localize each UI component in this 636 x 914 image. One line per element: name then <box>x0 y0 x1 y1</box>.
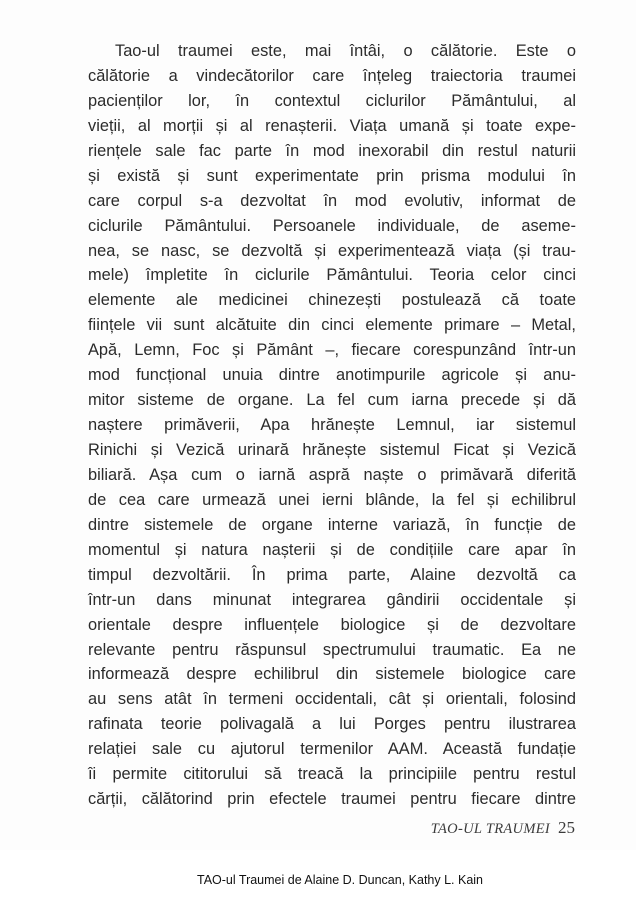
text-line: Rinichi și Vezică urinară hrănește sistemul Ficat și Vezică <box>88 441 576 459</box>
text-line: relevante pentru răspunsul spectrumului traumatic. Ea ne <box>88 640 576 659</box>
text-line: mod funcțional unuia dintre anotimpurile agricole și anu- <box>88 366 576 385</box>
page-number: 25 <box>558 818 575 837</box>
text-line: îi permite cititorului să treacă la principiile pentru restul <box>88 765 576 784</box>
text-line: rafinata teorie polivagală a lui Porges pentru ilustrarea <box>88 715 576 734</box>
text-line: ființele vii sunt alcătuite din cinci elemente primare – Metal, <box>88 316 576 335</box>
text-line: mele) împletite în ciclurile Pământului. Teoria celor cinci <box>88 266 576 285</box>
text-line: Apă, Lemn, Foc și Pământ –, fiecare corespunzând într-un <box>88 341 576 360</box>
text-line: dintre sistemele de organe interne variază, în funcție de <box>88 515 576 534</box>
text-line: orientale despre influențele biologice și de dezvoltare <box>88 615 576 634</box>
text-line: naștere primăverii, Apa hrănește Lemnul, iar sistemul <box>88 416 576 435</box>
body-paragraph <box>88 39 576 812</box>
text-line: vieții, al morții și al renașterii. Viața umană și toate expe- <box>88 116 576 135</box>
running-footer <box>431 818 575 838</box>
text-line: biliară. Așa cum o iarnă aspră naște o primăvară diferită <box>88 465 576 484</box>
text-line: momentul și natura nașterii și de condițiile care apar în <box>88 540 576 559</box>
text-line: au sens atât în termeni occidentali, cât și orientali, folosind <box>88 690 576 709</box>
text-line: de cea care urmează unei ierni blânde, la fel și echilibrul <box>88 490 576 509</box>
text-line: cărții, călătorind prin efectele traumei pentru fiecare dintre <box>88 790 576 809</box>
text-line: relației sale cu ajutorul termenilor AAM. Această fundație <box>88 740 576 759</box>
book-caption: TAO-ul Traumei de Alaine D. Duncan, Kathy L. Kain <box>196 873 484 887</box>
text-line: într-un dans minunat integrarea gândirii occidentale și <box>88 590 576 609</box>
text-line: și există și sunt experimentate prin prisma modului în <box>88 166 576 185</box>
text-line: călătorie a vindecătorilor care înțeleg traiectoria traumei <box>88 66 576 85</box>
text-line: mitor sisteme de organe. La fel cum iarna precede și dă <box>88 391 576 410</box>
text-line: nea, se nasc, se dezvoltă și experimentează viața (și trau- <box>88 241 576 260</box>
text-line: informează despre echilibrul din sistemele biologice care <box>88 665 576 684</box>
text-line: ciclurile Pământului. Persoanele individuale, de aseme- <box>88 216 576 235</box>
text-line: Tao-ul traumei este, mai întâi, o călătorie. Este o <box>115 42 576 60</box>
text-line: riențele sale fac parte în mod inexorabil din restul naturii <box>88 141 576 160</box>
text-line: care corpul s-a dezvoltat în mod evolutiv, informat de <box>88 191 576 210</box>
text-line: timpul dezvoltării. În prima parte, Alaine dezvoltă ca <box>88 565 576 584</box>
running-head-title: TAO-UL TRAUMEI <box>430 821 550 837</box>
text-line: elemente ale medicinei chinezești postulează că toate <box>88 291 576 310</box>
text-line: pacienților lor, în contextul ciclurilor Pământului, al <box>88 91 576 110</box>
